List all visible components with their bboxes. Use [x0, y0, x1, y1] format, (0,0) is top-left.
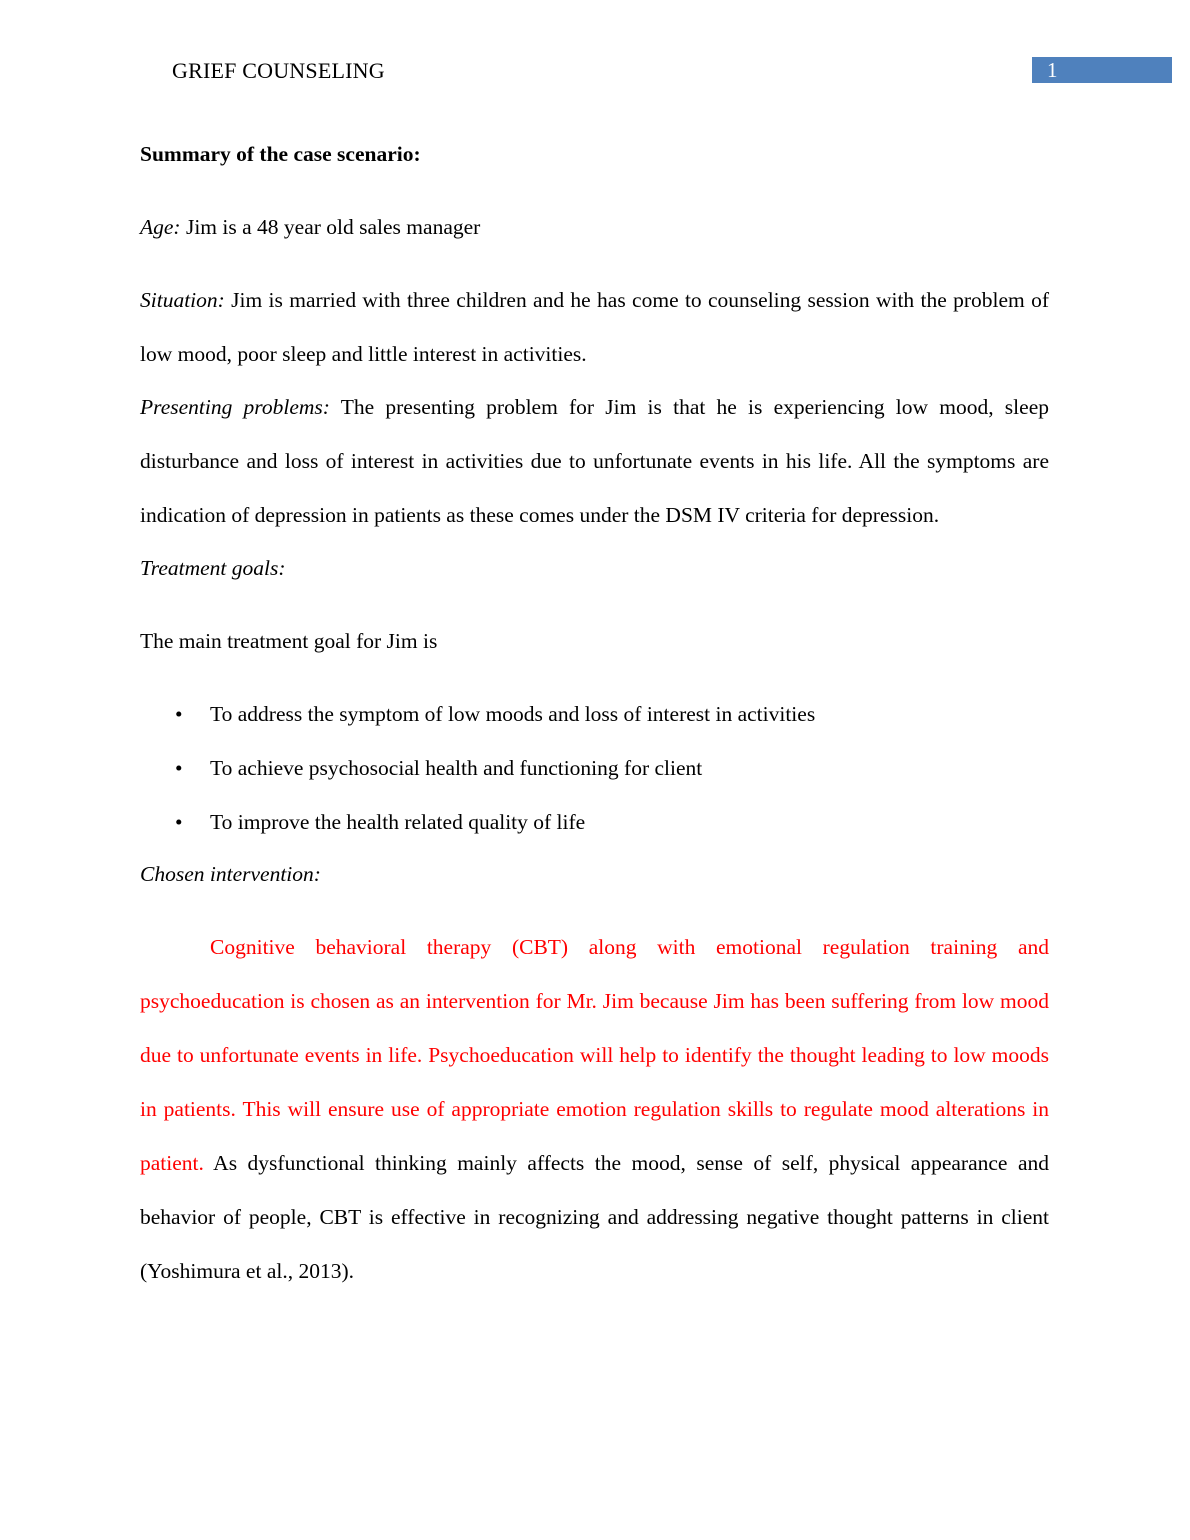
treatment-goals-list	[140, 687, 1049, 849]
intervention-heading: Chosen intervention:	[140, 862, 321, 886]
running-head-title: GRIEF COUNSELING	[172, 58, 385, 83]
situation-label: Situation:	[140, 288, 225, 312]
list-item	[140, 687, 1049, 741]
age-paragraph	[140, 210, 1049, 244]
presenting-problems-paragraph	[140, 380, 1049, 542]
goal-text: To address the symptom of low moods and loss of interest in activities	[210, 702, 816, 726]
page-number-badge: 1	[1032, 57, 1172, 83]
age-text: Jim is a 48 year old sales manager	[180, 215, 481, 239]
document-body	[140, 137, 1049, 1307]
presenting-problems-text: The presenting problem for Jim is that he is experiencing low mood, sleep disturbance and loss of interest in activities due to unfortunate events in his life. All the symptoms are indication of depression in patients as these comes under the DSM IV criteria for depression.	[140, 395, 1049, 527]
list-item	[140, 741, 1049, 795]
summary-heading: Summary of the case scenario:	[140, 142, 421, 166]
intervention-text: As dysfunctional thinking mainly affects the mood, sense of self, physical appearance and behavior of people, CBT is effective in recognizing and addressing negative thought patterns in client (Yoshimura et al., 2013).	[140, 1151, 1049, 1283]
treatment-goals-heading: Treatment goals:	[140, 556, 286, 580]
intervention-paragraph	[140, 920, 1049, 1298]
goal-text: To improve the health related quality of life	[210, 810, 586, 834]
bullet-icon: •	[175, 702, 183, 726]
bullet-icon: •	[175, 756, 183, 780]
presenting-problems-label: Presenting problems:	[140, 395, 330, 419]
bullet-icon: •	[175, 810, 183, 834]
goal-text: To achieve psychosocial health and functioning for client	[210, 756, 703, 780]
list-item	[140, 795, 1049, 849]
situation-paragraph	[140, 273, 1049, 381]
intervention-highlighted-text: Cognitive behavioral therapy (CBT) along with emotional regulation training and psychoeducation is chosen as an intervention for Mr. Jim because Jim has been suffering from low mood due to unfortunate events in life. Psychoeducation will help to identify the thought leading to low moods in patients. This will ensure use of appropriate emotion regulation skills to regulate mood alterations in patient.	[140, 935, 1049, 1175]
goals-intro: The main treatment goal for Jim is	[140, 629, 438, 653]
age-label: Age:	[140, 215, 181, 239]
situation-text: Jim is married with three children and he has come to counseling session with the problem of low mood, poor sleep and little interest in activities.	[140, 288, 1049, 366]
